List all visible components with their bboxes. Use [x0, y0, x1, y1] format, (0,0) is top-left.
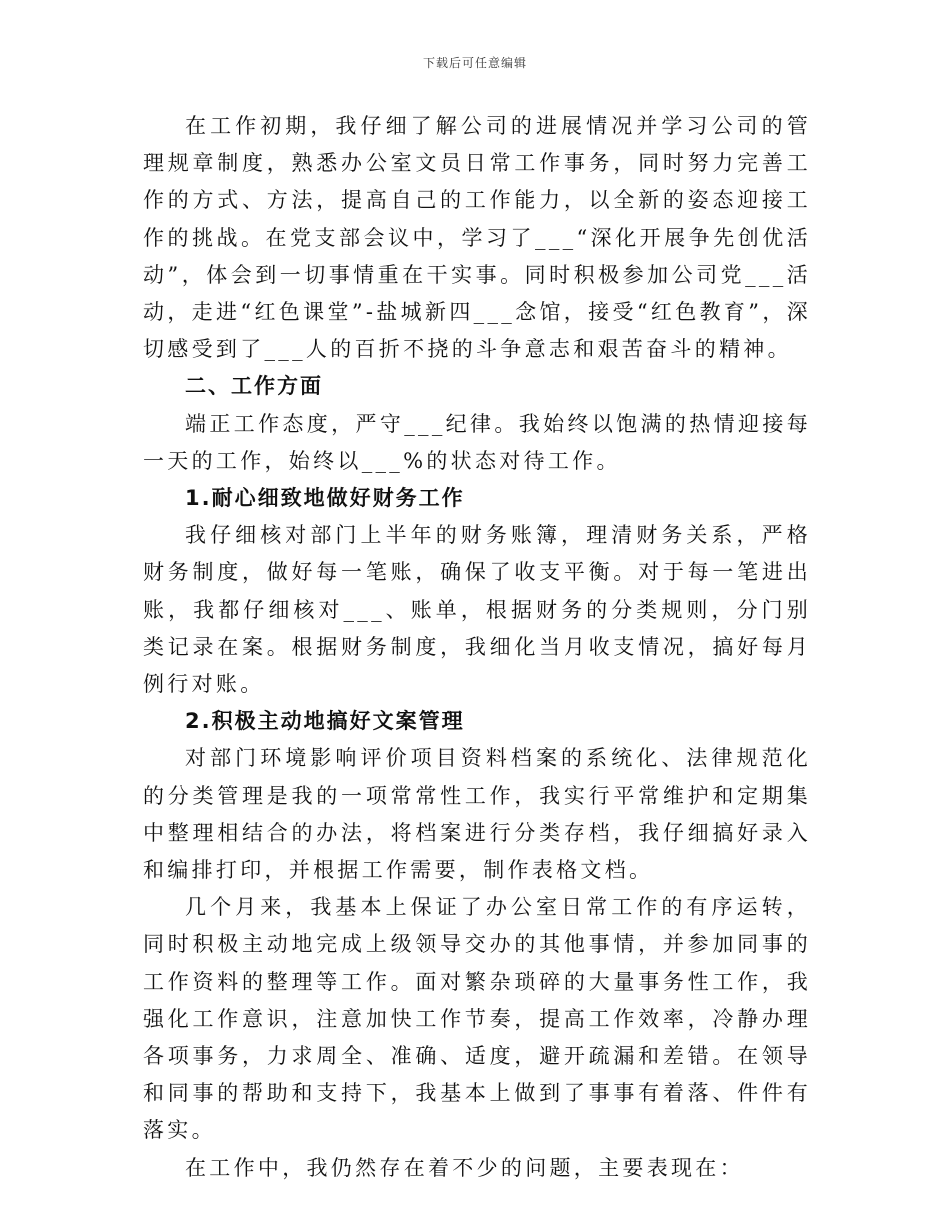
paragraph-finance-work: 我仔细核对部门上半年的财务账簿，理清财务关系，严格财务制度，做好每一笔账，确保了收支平衡。对于每一笔进出账，我都仔细核对___、账单，根据财务的分类规则，分门别类记录在案。根据财务制度，我细化当月收支情况，搞好每月例行对账。: [143, 523, 811, 697]
document-body: [143, 108, 811, 1187]
subheading-document-management: 2.积极主动地搞好文案管理: [185, 709, 465, 734]
subheading-finance-work: 1.耐心细致地做好财务工作: [185, 486, 465, 511]
paragraph-work-beginning: 在工作初期，我仔细了解公司的进展情况并学习公司的管理规章制度，熟悉办公室文员日常工作事务，同时努力完善工作的方式、方法，提高自己的工作能力，以全新的姿态迎接工作的挑战。在党支部会议中，学习了___“深化开展争先创优活动”，体会到一切事情重在干实事。同时积极参加公司党___活动，走进“红色课堂”-盐城新四___念馆，接受“红色教育”，深切感受到了___人的百折不挠的斗争意志和艰苦奋斗的精神。: [143, 114, 811, 362]
page-header-note: 下载后可任意编辑: [422, 56, 527, 70]
paragraph-work-attitude: 端正工作态度，严守___纪律。我始终以饱满的热情迎接每一天的工作，始终以___%的状态对待工作。: [143, 411, 811, 473]
section-heading-work-aspects: 二、工作方面: [185, 374, 323, 399]
paragraph-document-management: 对部门环境影响评价项目资料档案的系统化、法律规范化的分类管理是我的一项常常性工作，我实行平常维护和定期集中整理相结合的办法，将档案进行分类存档，我仔细搞好录入和编排打印，并根据工作需要，制作表格文档。: [143, 746, 811, 883]
paragraph-office-operations: 几个月来，我基本上保证了办公室日常工作的有序运转，同时积极主动地完成上级领导交办的其他事情，并参加同事的工作资料的整理等工作。面对繁杂琐碎的大量事务性工作，我强化工作意识，注意加快工作节奏，提高工作效率，冷静办理各项事务，力求周全、准确、适度，避开疏漏和差错。在领导和同事的帮助和支持下，我基本上做到了事事有着落、件件有落实。: [143, 895, 811, 1143]
paragraph-existing-problems: 在工作中，我仍然存在着不少的问题，主要表现在：: [185, 1155, 744, 1180]
